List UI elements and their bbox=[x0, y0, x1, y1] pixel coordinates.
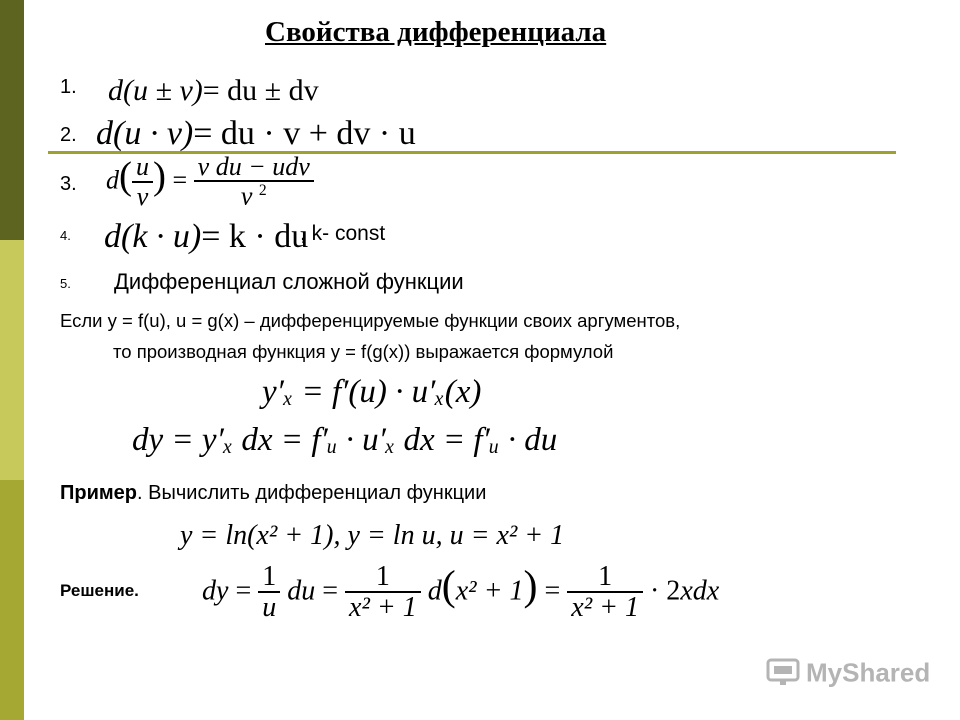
item-4-number: 4. bbox=[60, 228, 71, 243]
formula-1-lhs: d(u ± v) bbox=[108, 74, 203, 107]
example-label: Пример bbox=[60, 482, 138, 504]
formula-2-rhs: = du · v + dv · u bbox=[193, 115, 416, 152]
item-2-number: 2. bbox=[60, 124, 77, 146]
example-text: . Вычислить дифференциал функции bbox=[137, 482, 487, 504]
watermark bbox=[766, 656, 930, 693]
formula-1-rhs: = du ± dv bbox=[202, 74, 319, 107]
solution-formula: dy = $\frac{1}{u}$ du = $\frac{1}{\text{x² + 1}}$ d(x² + 1) = $\frac{1}{\text{x² + 1}}$ · 2xdx bbox=[202, 561, 720, 624]
formula-3-exponent: 2 bbox=[258, 182, 267, 200]
formula-3: d( $\frac{u}{v}$ ) = $\frac{\text{v du − udv}}{v ^2}$ bbox=[106, 153, 314, 212]
formula-2 bbox=[96, 115, 416, 153]
formula-3-numerator: v du − udv bbox=[194, 153, 314, 182]
const-note: , k- const bbox=[300, 222, 386, 245]
solution-frac3-num: 1 bbox=[567, 562, 643, 593]
example-formula: y = ln(x² + 1), y = ln u, u = x² + 1 bbox=[180, 520, 565, 551]
solution-frac3-den: x² + 1 bbox=[571, 592, 639, 624]
item-3-number: 3. bbox=[60, 173, 77, 195]
formula-3-u: u bbox=[132, 153, 153, 182]
if-line-1: Если y = f(u), u = g(x) – дифференцируемые функции своих аргументов, bbox=[60, 310, 681, 331]
solution-frac1-num: 1 bbox=[258, 562, 280, 593]
item-1-number: 1. bbox=[60, 76, 77, 98]
formula-1 bbox=[108, 74, 319, 108]
formula-3-v: v bbox=[136, 181, 149, 211]
solution-frac1-den: u bbox=[262, 592, 277, 624]
solution-label: Решение. bbox=[60, 581, 139, 600]
solution-frac2-den: x² + 1 bbox=[349, 592, 417, 624]
side-bar-dark bbox=[0, 0, 24, 240]
if-line-2: то производная функция y = f(g(x)) выражается формулой bbox=[113, 341, 614, 362]
example-line bbox=[60, 482, 486, 505]
side-bar-light bbox=[0, 240, 24, 480]
chain-rule-formula: y′ₓ = f′(u) · u′ₓ(x) bbox=[262, 374, 482, 410]
item-5-number: 5. bbox=[60, 276, 71, 291]
differential-formula: dy = y′ₓ dx = f′ᵤ · u′ₓ dx = f′ᵤ · du bbox=[132, 422, 558, 458]
solution-inner: x² + 1 bbox=[455, 575, 524, 607]
slide-title: Свойства дифференциала bbox=[265, 16, 607, 48]
formula-3-denominator: v bbox=[240, 181, 253, 211]
solution-frac2-num: 1 bbox=[345, 562, 421, 593]
projector-icon bbox=[766, 656, 800, 693]
formula-2-lhs: d(u · v) bbox=[96, 115, 194, 152]
formula-4-lhs: d(k · u) bbox=[104, 218, 202, 255]
watermark-text: MyShared bbox=[806, 657, 931, 688]
item-5-text: Дифференциал сложной функции bbox=[114, 269, 464, 294]
side-bar-mid bbox=[0, 480, 24, 720]
formula-4 bbox=[104, 218, 308, 256]
formula-4-rhs: = k · du bbox=[201, 218, 309, 255]
